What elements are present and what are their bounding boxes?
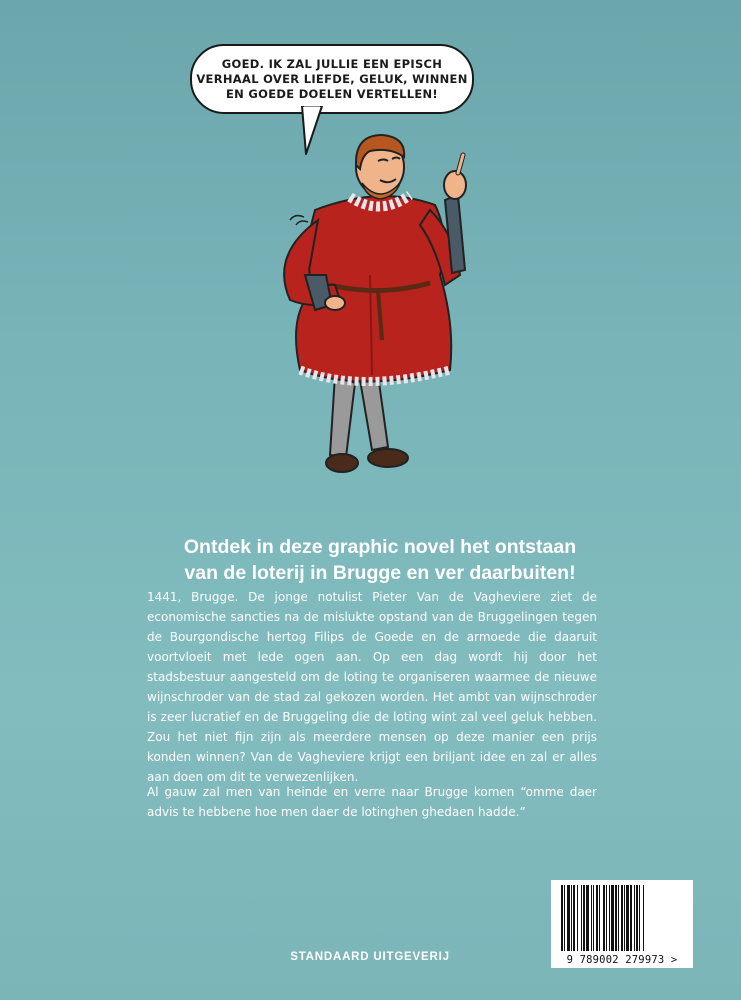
barcode-bar bbox=[634, 885, 635, 951]
barcode-bar bbox=[573, 885, 575, 951]
barcode-bar bbox=[621, 885, 623, 951]
barcode-bar bbox=[561, 885, 563, 951]
barcode-bar bbox=[606, 885, 607, 951]
barcode-bar bbox=[586, 885, 589, 951]
barcode-bar bbox=[567, 885, 570, 951]
publisher-name: STANDAARD UITGEVERIJ bbox=[290, 951, 450, 963]
barcode-bar bbox=[643, 885, 644, 951]
barcode-bar bbox=[624, 885, 625, 951]
barcode-bar bbox=[577, 885, 578, 951]
barcode-bar bbox=[603, 885, 605, 951]
barcode-bar bbox=[636, 885, 638, 951]
motion-lines bbox=[290, 216, 308, 225]
character-illustration bbox=[260, 125, 480, 490]
headline-line-1: Ontdek in deze graphic novel het ontstaan bbox=[183, 536, 577, 558]
barcode-bar bbox=[596, 885, 598, 951]
isbn-barcode bbox=[551, 880, 693, 968]
barcode-bar bbox=[630, 885, 632, 951]
barcode-bar bbox=[615, 885, 617, 951]
headline-line-2: van de loterij in Brugge en ver daarbuiten! bbox=[184, 562, 576, 584]
head bbox=[356, 135, 404, 199]
barcode-bar bbox=[581, 885, 582, 951]
barcode-bar bbox=[593, 885, 594, 951]
synopsis-paragraph-2: Al gauw zal men van heinde en verre naar Brugge komen “omme daer advis te hebbene hoe men daer de lotinghen ghedaen hadde.” bbox=[147, 785, 597, 819]
barcode-bar bbox=[591, 885, 592, 951]
barcode-bar bbox=[611, 885, 614, 951]
barcode-bar bbox=[618, 885, 619, 951]
barcode-bar bbox=[626, 885, 629, 951]
headline bbox=[100, 534, 660, 586]
barcode-bar bbox=[639, 885, 640, 951]
barcode-bar bbox=[564, 885, 565, 951]
legs bbox=[326, 375, 408, 472]
speech-bubble bbox=[190, 44, 474, 114]
barcode-number: 9 789002 279973 > bbox=[566, 954, 678, 966]
barcode-bar bbox=[609, 885, 610, 951]
barcode-bar bbox=[599, 885, 600, 951]
speech-bubble-text: GOED. IK ZAL JULLIE EEN EPISCH VERHAAL OVER LIEFDE, GELUK, WINNEN EN GOEDE DOELEN VERTELLEN! bbox=[196, 56, 468, 101]
barcode-bar bbox=[571, 885, 572, 951]
synopsis-paragraph-1: 1441, Brugge. De jonge notulist Pieter Van de Vagheviere ziet de economische sancties na de mislukte opstand van de Bruggelingen tegen de Bourgondische hertog Filips de Goede en de armoede die daaruit voortvloeit met lede ogen aan. Op een dag wordt hij door het stadsbestuur aangesteld om de loting te organiseren waarmee de nieuwe wijnschroder van de stad zal gekozen worden. Het ambt van wijnschroder is zeer lucratief en de Bruggeling die de loting wint zal veel geluk hebben. Zou het niet fijn zijn als meerdere mensen op deze manier een prijs konden winnen? Van de Vagheviere krijgt een briljant idee en zal er alles aan doen om dit te verwezenlijken. bbox=[147, 590, 597, 784]
barcode-bar bbox=[583, 885, 585, 951]
barcode-bars bbox=[561, 885, 683, 951]
